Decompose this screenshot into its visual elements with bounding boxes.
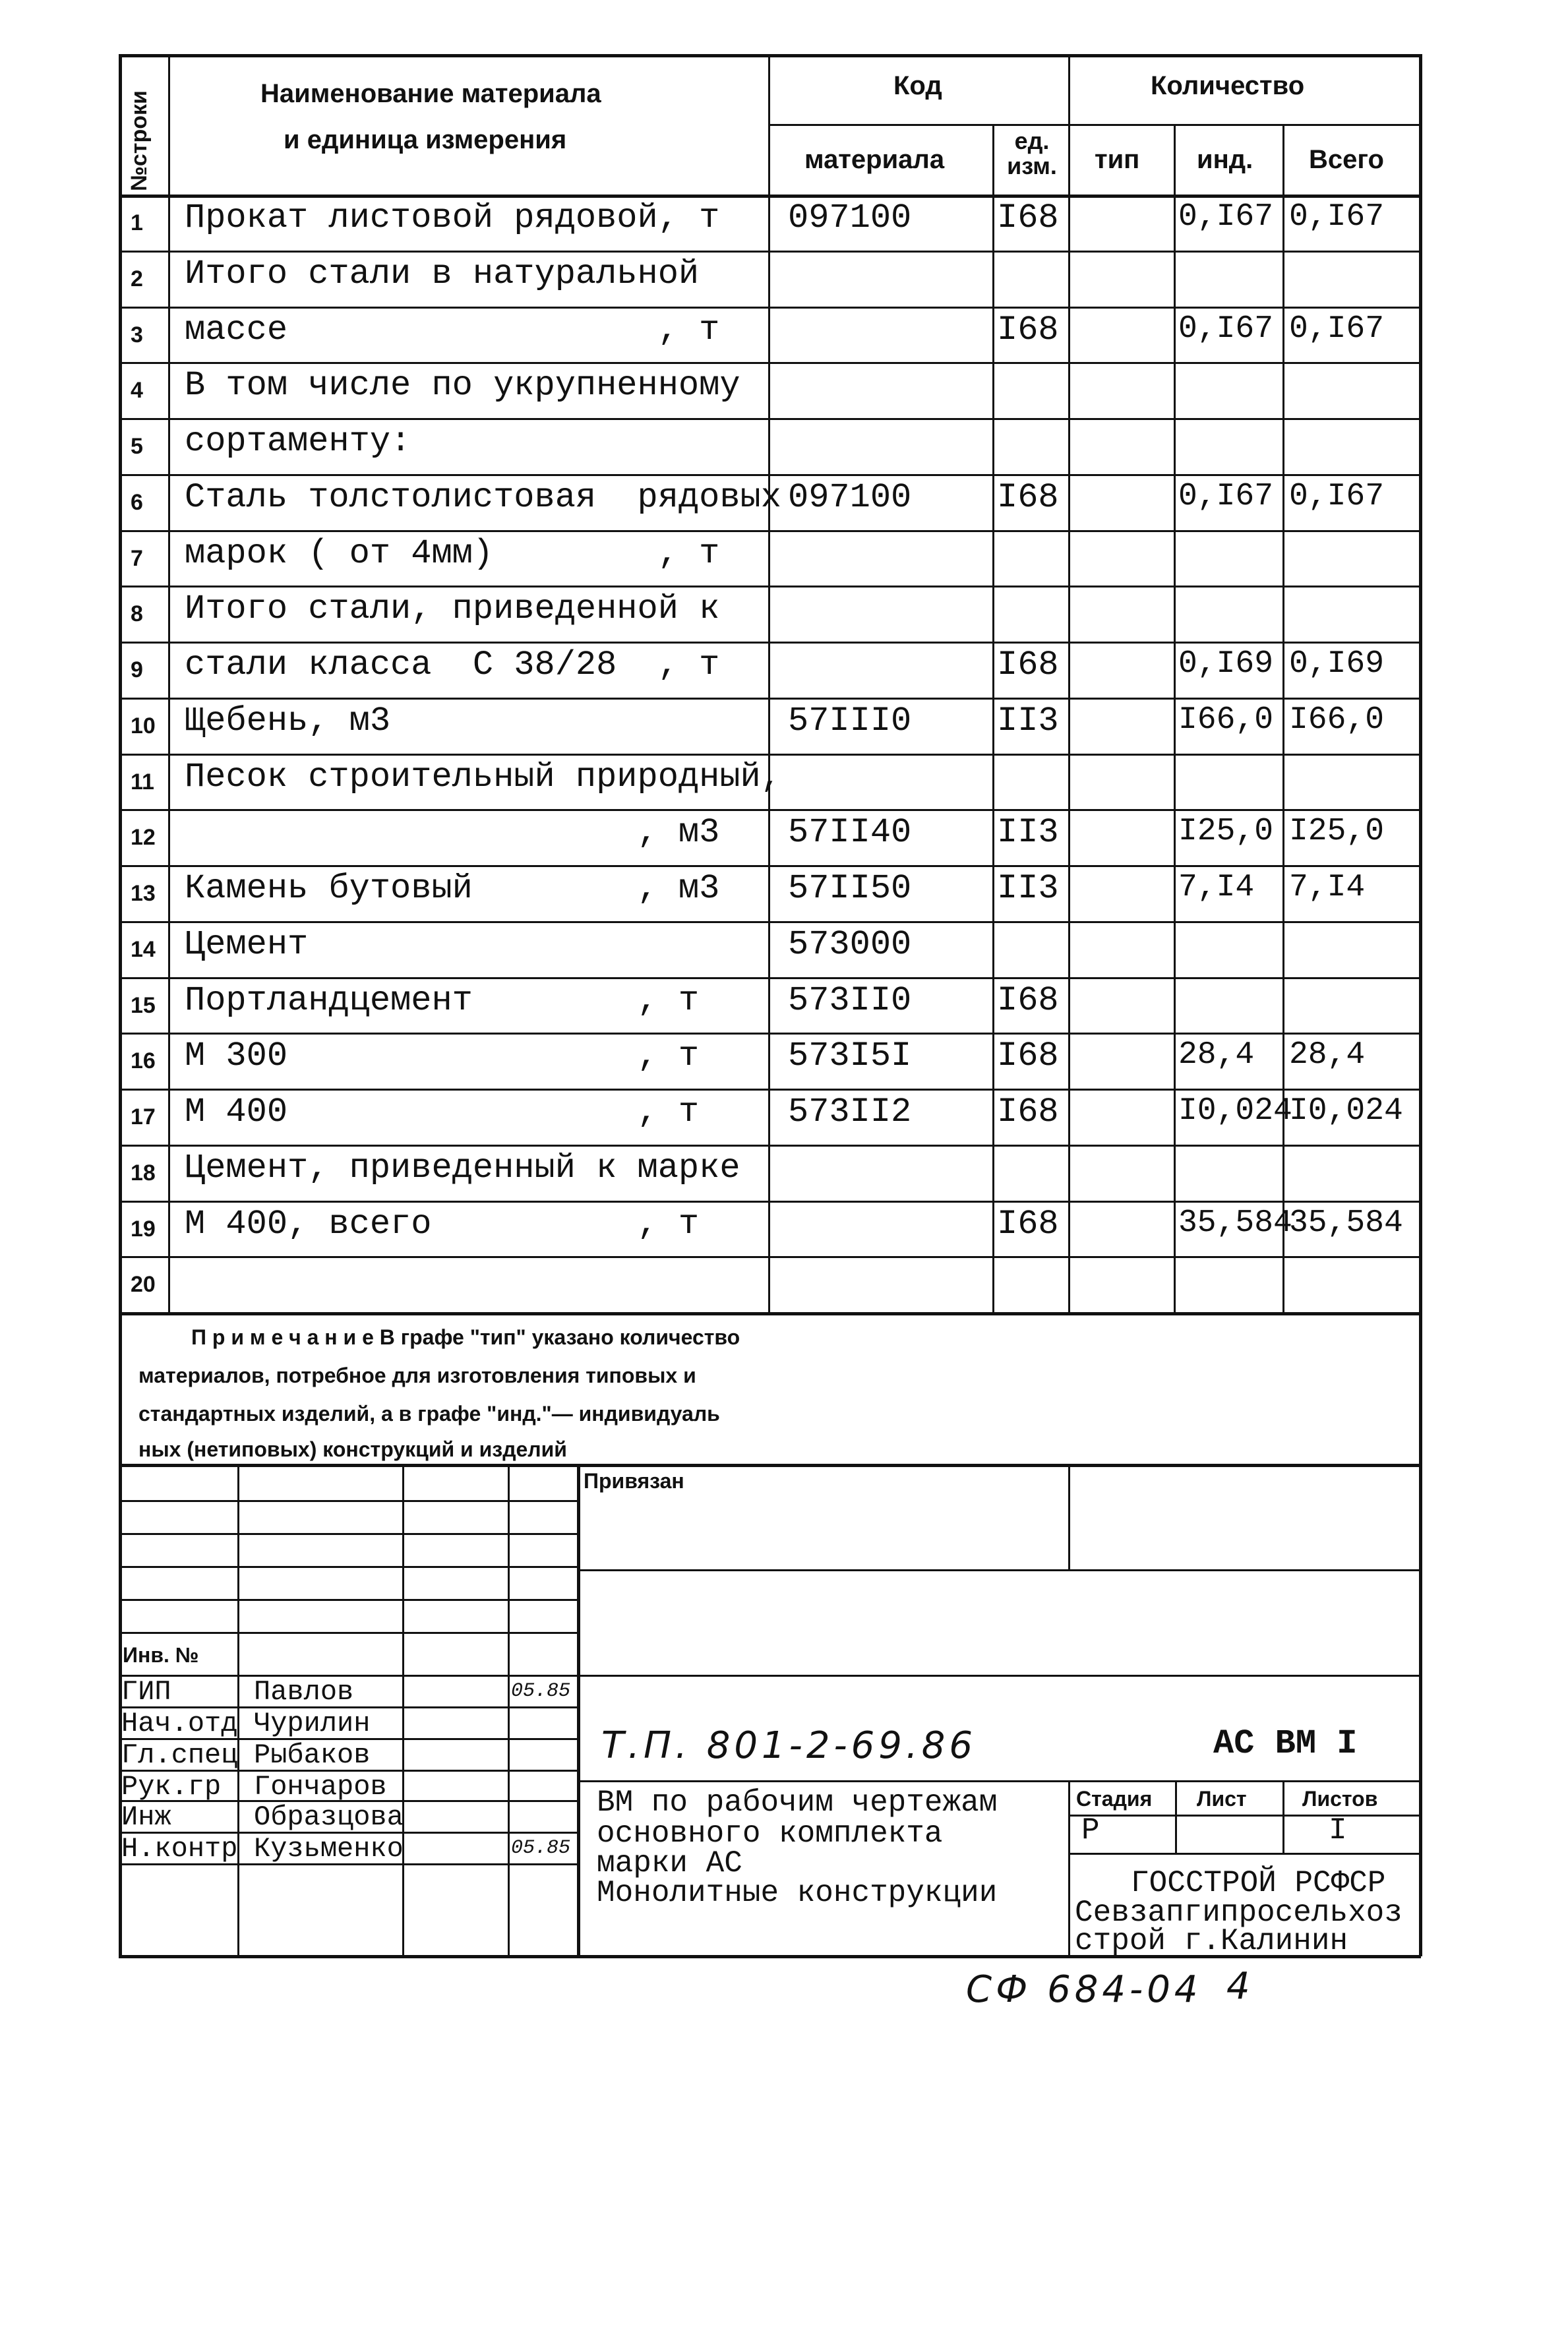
cell-code: 573000 <box>788 924 912 964</box>
doc-number: Т.П. 801-2-69.86 <box>601 1724 977 1767</box>
signer-name: Рыбаков <box>254 1739 371 1771</box>
cell-name: В том числе по укрупненному <box>185 366 740 406</box>
cell-unit: I68 <box>997 1093 1059 1131</box>
org-line-1: ГОССТРОЙ РСФСР <box>1131 1866 1386 1900</box>
cell-unit: I68 <box>997 646 1059 684</box>
cell-n: 19 <box>131 1216 156 1242</box>
cell-n: 13 <box>131 881 156 906</box>
cell-code: 573II2 <box>788 1093 912 1131</box>
header-code-material: материала <box>804 145 945 174</box>
title-line-3: марки АС <box>597 1846 742 1880</box>
inv-no-label: Инв. № <box>123 1643 199 1667</box>
cell-n: 6 <box>131 489 143 515</box>
cell-n: 12 <box>131 825 156 851</box>
org-line-3: строй г.Калинин <box>1075 1924 1348 1958</box>
signer-name: Павлов <box>254 1676 354 1708</box>
cell-unit: II3 <box>997 701 1059 740</box>
cell-n: 5 <box>131 434 143 459</box>
cell-n: 11 <box>131 769 154 795</box>
cell-n: 14 <box>131 936 156 962</box>
cell-name: М 400 , т <box>185 1093 700 1131</box>
page-number: 4 <box>1226 1965 1254 2008</box>
cell-name: , м3 <box>185 813 720 853</box>
cell-ind: 0,I67 <box>1178 199 1274 235</box>
cell-ind: 0,I69 <box>1178 646 1274 682</box>
cell-total: I0,024 <box>1289 1093 1403 1129</box>
cell-total: I66,0 <box>1289 702 1385 738</box>
cell-unit: II3 <box>997 813 1059 853</box>
cell-unit: II3 <box>997 869 1059 908</box>
archive-code: СФ 684-04 <box>966 1968 1202 2011</box>
header-qty-type: тип <box>1095 145 1140 174</box>
cell-n: 3 <box>131 322 143 347</box>
cell-name: Прокат листовой рядовой, т <box>185 198 720 237</box>
cell-name: стали класса С 38/28 , т <box>185 646 720 684</box>
cell-n: 1 <box>131 210 143 235</box>
note-line-1: П р и м е ч а н и е В графе "тип" указано количество <box>191 1325 740 1349</box>
cell-total: 0,I67 <box>1289 199 1385 235</box>
org-line-2: Севзапгипросельхоз <box>1075 1896 1402 1930</box>
sheet-label: Лист <box>1197 1787 1247 1811</box>
privyazan-label: Привязан <box>584 1469 684 1493</box>
cell-code: 097100 <box>788 198 912 237</box>
stage-label: Стадия <box>1076 1787 1153 1811</box>
signer-role: ГИП <box>121 1676 171 1708</box>
cell-name: Итого стали в натуральной <box>185 254 700 293</box>
cell-n: 8 <box>131 601 143 627</box>
signer-name: Образцова <box>254 1801 404 1833</box>
cell-code: 097100 <box>788 477 912 517</box>
cell-name: марок ( от 4мм) , т <box>185 533 720 573</box>
signer-role: Нач.отд <box>121 1708 238 1739</box>
cell-code: 57II40 <box>788 813 912 853</box>
cell-ind: 0,I67 <box>1178 478 1274 514</box>
cell-name: Песок строительный природный, <box>185 757 781 797</box>
cell-name: массе , т <box>185 310 720 349</box>
header-code-unit: ед. изм. <box>1007 127 1057 179</box>
cell-unit: I68 <box>997 477 1059 517</box>
signer-role: Н.контр <box>121 1833 238 1865</box>
cell-ind: I25,0 <box>1178 814 1274 850</box>
cell-name: Портландцемент , т <box>185 980 700 1020</box>
stage-value: Р <box>1081 1813 1100 1848</box>
cell-total: 7,I4 <box>1289 870 1366 905</box>
title-line-1: ВМ по рабочим чертежам <box>597 1786 998 1820</box>
note-line-3: стандартных изделий, а в графе "инд."— индивидуаль <box>138 1402 720 1426</box>
cell-unit: I68 <box>997 310 1059 349</box>
signer-date: 05.85 <box>511 1680 571 1702</box>
cell-code: 57III0 <box>788 701 912 740</box>
cell-total: 28,4 <box>1289 1037 1366 1073</box>
signer-role: Инж <box>121 1801 171 1833</box>
title-line-2: основного комплекта <box>597 1817 943 1851</box>
cell-n: 4 <box>131 378 143 404</box>
signer-name: Чурилин <box>254 1708 371 1739</box>
cell-total: I25,0 <box>1289 814 1385 850</box>
cell-n: 18 <box>131 1160 156 1186</box>
cell-name: Щебень, м3 <box>185 701 391 740</box>
cell-code: 573II0 <box>788 980 912 1020</box>
header-code: Код <box>893 71 942 100</box>
cell-n: 9 <box>131 657 143 682</box>
cell-n: 10 <box>131 713 156 738</box>
cell-n: 16 <box>131 1048 156 1074</box>
header-quantity: Количество <box>1151 71 1305 100</box>
cell-ind: 28,4 <box>1178 1037 1255 1073</box>
cell-name: Сталь толстолистовая рядовых <box>185 477 781 517</box>
cell-n: 15 <box>131 992 156 1018</box>
sheets-label: Листов <box>1302 1787 1378 1811</box>
header-rownum: №строки <box>127 90 152 191</box>
header-qty-total: Всего <box>1309 145 1384 174</box>
cell-ind: I66,0 <box>1178 702 1274 738</box>
cell-total: 0,I67 <box>1289 311 1385 347</box>
cell-total: 0,I69 <box>1289 646 1385 682</box>
cell-name: М 400, всего , т <box>185 1204 700 1244</box>
title-line-4: Монолитные конструкции <box>597 1876 998 1910</box>
cell-code: 573I5I <box>788 1037 912 1076</box>
cell-unit: I68 <box>997 1037 1059 1076</box>
cell-ind: 0,I67 <box>1178 311 1274 347</box>
header-qty-ind: инд. <box>1197 145 1253 174</box>
cell-n: 2 <box>131 266 143 291</box>
cell-unit: I68 <box>997 1204 1059 1244</box>
signer-role: Рук.гр <box>121 1771 222 1803</box>
cell-n: 20 <box>131 1272 156 1298</box>
cell-name: Итого стали, приведенной к <box>185 589 720 629</box>
cell-ind: 35,584 <box>1178 1205 1292 1241</box>
signer-name: Кузьменко <box>254 1833 404 1865</box>
cell-n: 7 <box>131 545 143 571</box>
signer-role: Гл.спец <box>121 1739 238 1771</box>
cell-total: 0,I67 <box>1289 478 1385 514</box>
cell-code: 57II50 <box>788 869 912 908</box>
header-name-line1: Наименование материала <box>260 79 601 108</box>
sheets-value: I <box>1329 1813 1347 1848</box>
cell-unit: I68 <box>997 980 1059 1020</box>
cell-n: 17 <box>131 1104 156 1129</box>
header-name-line2: и единица измерения <box>284 125 567 154</box>
cell-name: сортаменту: <box>185 422 411 461</box>
cell-name: Цемент, приведенный к марке <box>185 1148 740 1188</box>
cell-name: М 300 , т <box>185 1037 700 1076</box>
note-line-4: ных (нетиповых) конструкций и изделий <box>138 1437 567 1461</box>
note-line-2: материалов, потребное для изготовления типовых и <box>138 1364 696 1387</box>
cell-ind: I0,024 <box>1178 1093 1292 1129</box>
cell-name: Цемент <box>185 924 309 964</box>
cell-unit: I68 <box>997 198 1059 237</box>
doc-code: АС ВМ I <box>1213 1724 1358 1763</box>
cell-total: 35,584 <box>1289 1205 1403 1241</box>
signer-date: 05.85 <box>511 1837 571 1859</box>
cell-name: Камень бутовый , м3 <box>185 869 720 908</box>
cell-ind: 7,I4 <box>1178 870 1255 905</box>
signer-name: Гончаров <box>254 1771 387 1803</box>
